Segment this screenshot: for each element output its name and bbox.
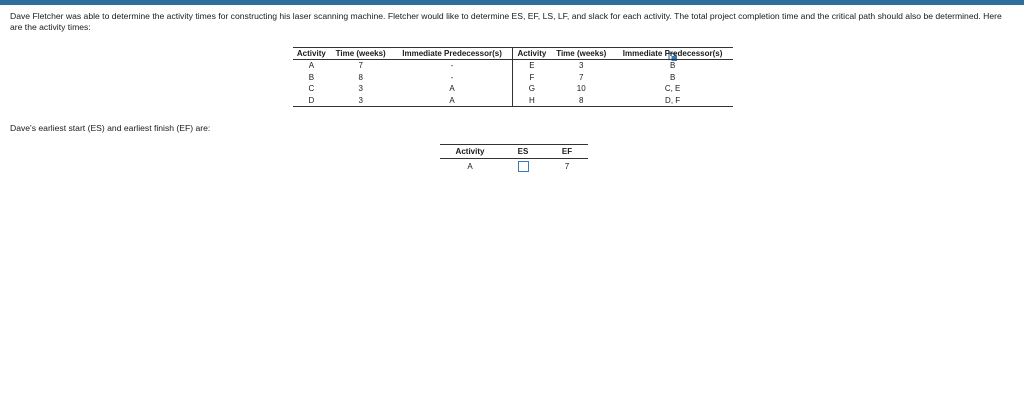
table-row: [293, 60, 733, 72]
answer-activity-cell: A: [467, 161, 473, 171]
table-cell: C: [308, 84, 315, 94]
table-cell: A: [308, 61, 315, 71]
table-cell: B: [308, 72, 315, 82]
col-header-es: ES: [500, 145, 546, 159]
table-cell: -: [450, 72, 454, 82]
table-cell: B: [669, 61, 676, 71]
col-header-time-1: Time (weeks): [330, 48, 392, 60]
col-header-activity-1: Activity: [293, 48, 330, 60]
table-cell: 7: [358, 61, 363, 71]
table-cell: H: [513, 95, 550, 107]
table-cell: D: [293, 95, 330, 107]
ef-value-activity-a: 7: [564, 161, 570, 171]
table-cell: A: [449, 84, 455, 94]
table-cell: G: [513, 83, 550, 95]
table-row: [293, 72, 733, 84]
table-row: [293, 83, 733, 95]
es-cell: [500, 159, 546, 174]
table-cell: F: [513, 72, 550, 84]
es-input-activity-a[interactable]: [518, 161, 529, 172]
table-cell: 10: [576, 84, 586, 94]
col-header-time-2: Time (weeks): [550, 48, 612, 60]
es-ef-answer-table: [440, 144, 588, 173]
col-header-activity-2: Activity: [513, 48, 550, 60]
table-cell: 8: [550, 95, 612, 107]
table-cell: -: [450, 61, 454, 71]
activity-table-header-row: [293, 48, 733, 60]
table-cell: 3: [330, 95, 392, 107]
table-row: [293, 95, 733, 107]
table-cell: B: [669, 72, 676, 82]
activity-times-table: [293, 47, 733, 107]
answer-row-activity-a: [440, 159, 588, 174]
col-header-predecessors-1: Immediate Predecessor(s): [392, 48, 513, 60]
table-cell: 3: [358, 84, 363, 94]
question-prompt: Dave's earliest start (ES) and earliest finish (EF) are:: [10, 123, 211, 133]
answer-table-header-row: [440, 145, 588, 159]
table-cell: D, F: [612, 95, 733, 107]
col-header-predecessors-2: Immediate Predecessor(s): [612, 48, 733, 60]
table-cell: E: [513, 60, 550, 72]
table-cell: 8: [358, 72, 363, 82]
top-accent-bar: [0, 0, 1024, 5]
table-cell: 3: [579, 61, 584, 71]
col-header-activity: Activity: [440, 145, 500, 159]
table-cell: A: [392, 95, 513, 107]
problem-statement: Dave Fletcher was able to determine the activity times for constructing his laser scanning machine. Fletcher would like to determine ES, EF, LS, LF, and slack for each activity. The total project completion time and the critical path should also be determined. Here are the activity times:: [10, 11, 1002, 32]
table-cell: 7: [579, 72, 584, 82]
table-cell: C, E: [664, 84, 681, 94]
col-header-ef: EF: [546, 145, 588, 159]
